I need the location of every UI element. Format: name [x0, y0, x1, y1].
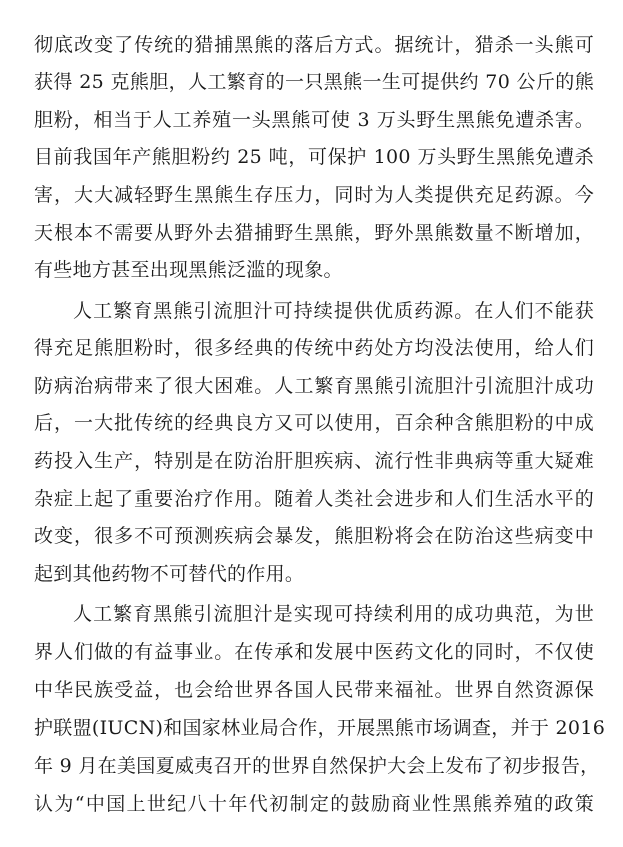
- text-line: 认为“中国上世纪八十年代初制定的鼓励商业性黑熊养殖的政策: [34, 793, 594, 815]
- text-line: 杂症上起了重要治疗作用。随着人类社会进步和人们生活水平的: [34, 488, 594, 510]
- text-line: 彻底改变了传统的猎捕黑熊的落后方式。据统计，猎杀一头熊可: [34, 34, 594, 56]
- text-line: 胆粉，相当于人工养殖一头黑熊可使 3 万头野生黑熊免遭杀害。: [34, 109, 594, 131]
- text-line: 改变，很多不可预测疾病会暴发，熊胆粉将会在防治这些病变中: [34, 525, 594, 547]
- text-line: 有些地方甚至出现黑熊泛滥的现象。: [34, 259, 343, 281]
- text-line: 护联盟(IUCN)和国家林业局合作，开展黑熊市场调查，并于 2016: [34, 717, 606, 739]
- text-line: 得充足熊胆粉时，很多经典的传统中药处方均没法使用，给人们: [34, 337, 594, 359]
- text-line: 防病治病带来了很大困难。人工繁育黑熊引流胆汁引流胆汁成功: [34, 375, 594, 397]
- text-line: 界人们做的有益事业。在传承和发展中医药文化的同时，不仅使: [34, 641, 594, 663]
- text-line: 中华民族受益，也会给世界各国人民带来福祉。世界自然资源保: [34, 679, 594, 701]
- paragraph-first-line: 人工繁育黑熊引流胆汁可持续提供优质药源。在人们不能获: [73, 300, 594, 322]
- text-line: 后，一大批传统的经典良方又可以使用，百余种含熊胆粉的中成: [34, 412, 594, 434]
- paragraph-first-line: 人工繁育黑熊引流胆汁是实现可持续利用的成功典范，为世: [73, 603, 594, 625]
- text-line: 获得 25 克熊胆，人工繁育的一只黑熊一生可提供约 70 公斤的熊: [34, 71, 594, 93]
- text-line: 天根本不需要从野外去猎捕野生黑熊，野外黑熊数量不断增加，: [34, 222, 594, 244]
- text-line: 年 9 月在美国夏威夷召开的世界自然保护大会上发布了初步报告，: [34, 755, 600, 777]
- text-line: 起到其他药物不可替代的作用。: [34, 563, 305, 585]
- text-line: 害，大大减轻野生黑熊生存压力，同时为人类提供充足药源。今: [34, 184, 594, 206]
- text-line: 药投入生产，特别是在防治肝胆疾病、流行性非典病等重大疑难: [34, 450, 594, 472]
- text-line: 目前我国年产熊胆粉约 25 吨，可保护 100 万头野生黑熊免遭杀: [34, 146, 594, 168]
